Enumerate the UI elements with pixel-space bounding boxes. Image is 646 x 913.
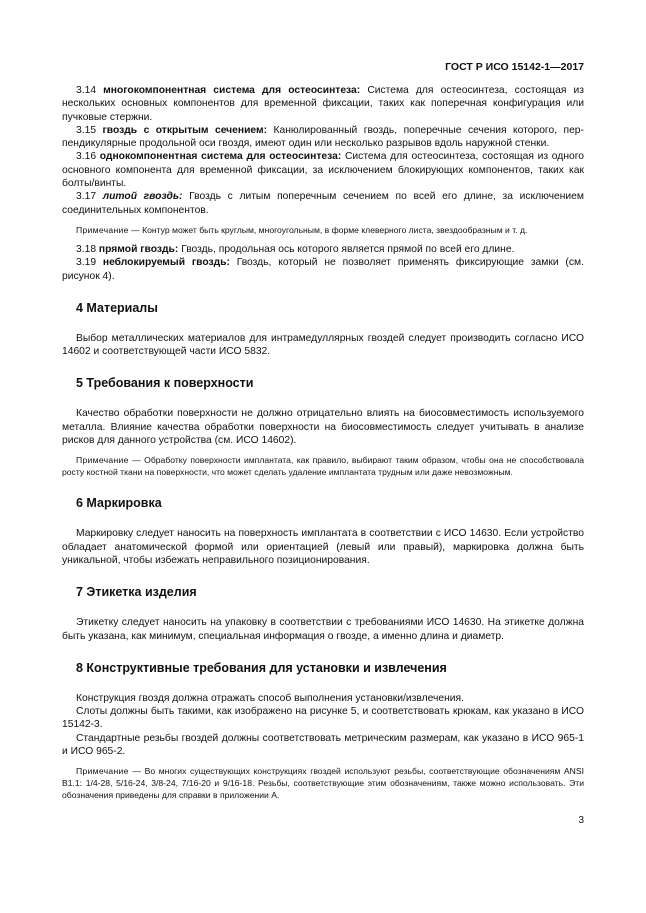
term-3-16 (62, 150, 584, 190)
section-6-paragraph: Маркировку следует наносить на поверхность имплантата в соответствии с ИСО 14630. Если устройство обладает анатомической формой или ориентацией (левый или правый), маркировка должна быть уникальной, чтобы избежать неправильного позиционирования. (62, 528, 584, 566)
term-definition: Система для остеосинтеза, состоящая из нескольких основных компонентов для временной фиксации, таких как поперечная конфигурация или пучковые стержни. (62, 85, 584, 123)
term-title: прямой гвоздь: (98, 243, 179, 255)
term-definition: Гвоздь, который не позволяет применять фиксирующие замки (см. рисунок 4). (62, 257, 584, 282)
term-title: неблокируемый гвоздь: (102, 257, 230, 269)
section-4-paragraph: Выбор металлических материалов для интрамедуллярных гвоздей следует производить согласно ИСО 14602 и соответствующей части ИСО 5832. (62, 332, 584, 358)
section-heading-design: 8 Конструктивные требования для установки и извлечения (76, 660, 447, 675)
term-3-18 (62, 243, 584, 256)
note-threads (62, 765, 584, 801)
section-heading-marking: 6 Маркировка (76, 496, 162, 511)
term-title: гвоздь с открытым сечением: (102, 124, 268, 136)
note-contour (62, 224, 584, 236)
section-8-paragraph-3: Стандартные резьбы гвоздей должны соответствовать метрическим размерам, как указано в ИСО 965-1 и ИСО 965-2. (62, 732, 584, 758)
term-title: литой гвоздь: (102, 191, 183, 203)
term-definition: Система для остеосинтеза, состоящая из одного основного компонента для временной фиксации, за исключением блокирующих компонентов, таких как болты/винты. (62, 151, 584, 190)
term-definition: Гвоздь с литым поперечным сечением по всей его длине, за исключением соединительных компонентов. (62, 191, 584, 216)
term-title: однокомпонентная система для остеосинтеза: (99, 151, 342, 163)
term-number: 3.18 (76, 243, 97, 255)
term-3-14 (62, 84, 584, 124)
document-id-header: ГОСТ Р ИСО 15142-1—2017 (445, 61, 584, 73)
term-number: 3.17 (76, 191, 97, 203)
term-title: многокомпонентная система для остеосинтеза: (103, 85, 361, 96)
term-3-15 (62, 124, 584, 151)
term-number: 3.19 (76, 257, 97, 269)
term-number: 3.14 (76, 85, 97, 96)
term-number: 3.15 (76, 124, 97, 136)
section-7-paragraph: Этикетку следует наносить на упаковку в соответствии с требованиями ИСО 14630. На этикетке должна быть указана, как минимум, специальная информация о гвозде, а именно длина и диаметр. (62, 617, 584, 642)
note-surface (62, 454, 584, 478)
note-label: Примечание (76, 224, 129, 235)
section-heading-label: 7 Этикетка изделия (76, 585, 197, 600)
term-definition: Гвоздь, продольная ось которого является прямой по всей его длине. (181, 243, 515, 255)
note-text: — Во многих существующих конструкциях гвоздей используют резьбы, соответствующие обозначениям ANSI B1.1: 1/4-28, 5/16-24, 3/8-24, 7/16-20 и 9/16-18. Резьбы, соответствующие этим обозначениям, также можно использовать. Эти обозначения приведены для справки в приложении А. (62, 766, 584, 801)
note-label: Примечание (76, 766, 129, 777)
term-3-17 (62, 190, 584, 217)
section-heading-materials: 4 Материалы (76, 300, 158, 315)
term-3-19 (62, 256, 584, 283)
document-body (62, 84, 584, 801)
section-8-paragraph-2: Слоты должны быть такими, как изображено на рисунке 5, и соответствовать крюкам, как указано в ИСО 15142-3. (62, 706, 584, 731)
section-5-paragraph: Качество обработки поверхности не должно отрицательно влиять на биосовместимость используемого металла. Влияние качества обработки поверхности на биосовместимость следует учитывать в анализе рисков для данного устройства (см. ИСО 14602). (62, 408, 584, 447)
section-heading-surface: 5 Требования к поверхности (76, 376, 254, 391)
note-text: — Контур может быть круглым, многоугольным, в форме клеверного листа, звездообразным и т. д. (128, 224, 528, 235)
page-number: 3 (578, 815, 584, 826)
section-8-paragraph-1: Конструкция гвоздя должна отражать способ выполнения установки/извлечения. (76, 692, 464, 704)
note-text: — Обработку поверхности имплантата, как правило, выбирают таким образом, чтобы она не способствовала росту костной ткани на поверхности, что может сделать удаление имплантата трудным или даже невозможным. (62, 455, 584, 478)
term-number: 3.16 (76, 151, 97, 163)
term-definition: Канюлированный гвоздь, поперечные сечения которого, перпендикулярные продольной оси гвоздя, имеют один или несколько разрывов вдоль наружной стенки. (62, 124, 584, 150)
note-label: Примечание (76, 455, 129, 466)
